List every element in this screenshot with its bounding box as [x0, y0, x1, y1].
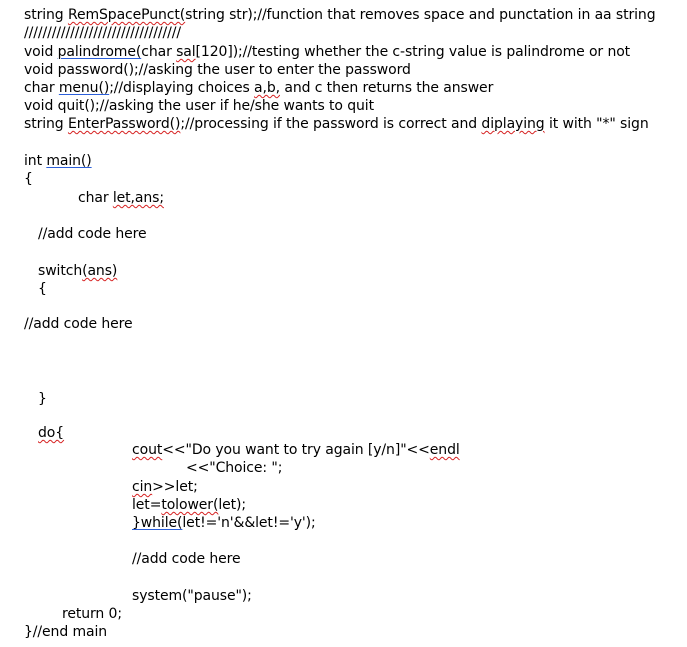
- code-line-remspacepunct: string RemSpacePunct(string str);//function that removes space and punctation in aa string: [24, 7, 656, 23]
- code-line-cin: cin>>let;: [132, 479, 198, 495]
- code-line-enterpassword: string EnterPassword();//processing if the password is correct and diplaying it with "*" sign: [24, 116, 649, 132]
- code-line-system-pause: system("pause");: [132, 588, 252, 604]
- code-line-palindrome: void palindrome(char sal[120]);//testing whether the c-string value is palindrome or not: [24, 44, 631, 60]
- code-line-return: return 0;: [62, 606, 122, 622]
- code-line-cout: cout<<"Do you want to try again [y/n]"<<endl: [132, 442, 460, 458]
- code-line-tolower: let=tolower(let);: [132, 497, 246, 513]
- code-line-menu: char menu();//displaying choices a,b, and c then returns the answer: [24, 80, 494, 96]
- code-line-main: int main(): [24, 153, 92, 169]
- code-line-choice: <<"Choice: ";: [186, 460, 283, 476]
- code-line-comment-add-code-2: //add code here: [24, 316, 133, 332]
- code-line-comment-add-code-1: //add code here: [38, 226, 147, 242]
- code-line-switch-open-brace: {: [38, 281, 47, 297]
- code-line-comment-add-code-3: //add code here: [132, 551, 241, 567]
- code-line-while: }while(let!='n'&&let!='y');: [132, 515, 316, 531]
- code-line-switch: switch(ans): [38, 263, 118, 279]
- code-line-do: do{: [38, 425, 65, 441]
- code-line-switch-close-brace: }: [38, 391, 47, 407]
- code-line-main-open-brace: {: [24, 171, 33, 187]
- code-line-declare-vars: char let,ans;: [78, 190, 164, 206]
- code-line-quit: void quit();//asking the user if he/she wants to quit: [24, 98, 374, 114]
- code-line-password: void password();//asking the user to enter the password: [24, 62, 411, 78]
- code-line-separator: //////////////////////////////////: [24, 25, 181, 41]
- code-line-end-main: }//end main: [24, 624, 108, 640]
